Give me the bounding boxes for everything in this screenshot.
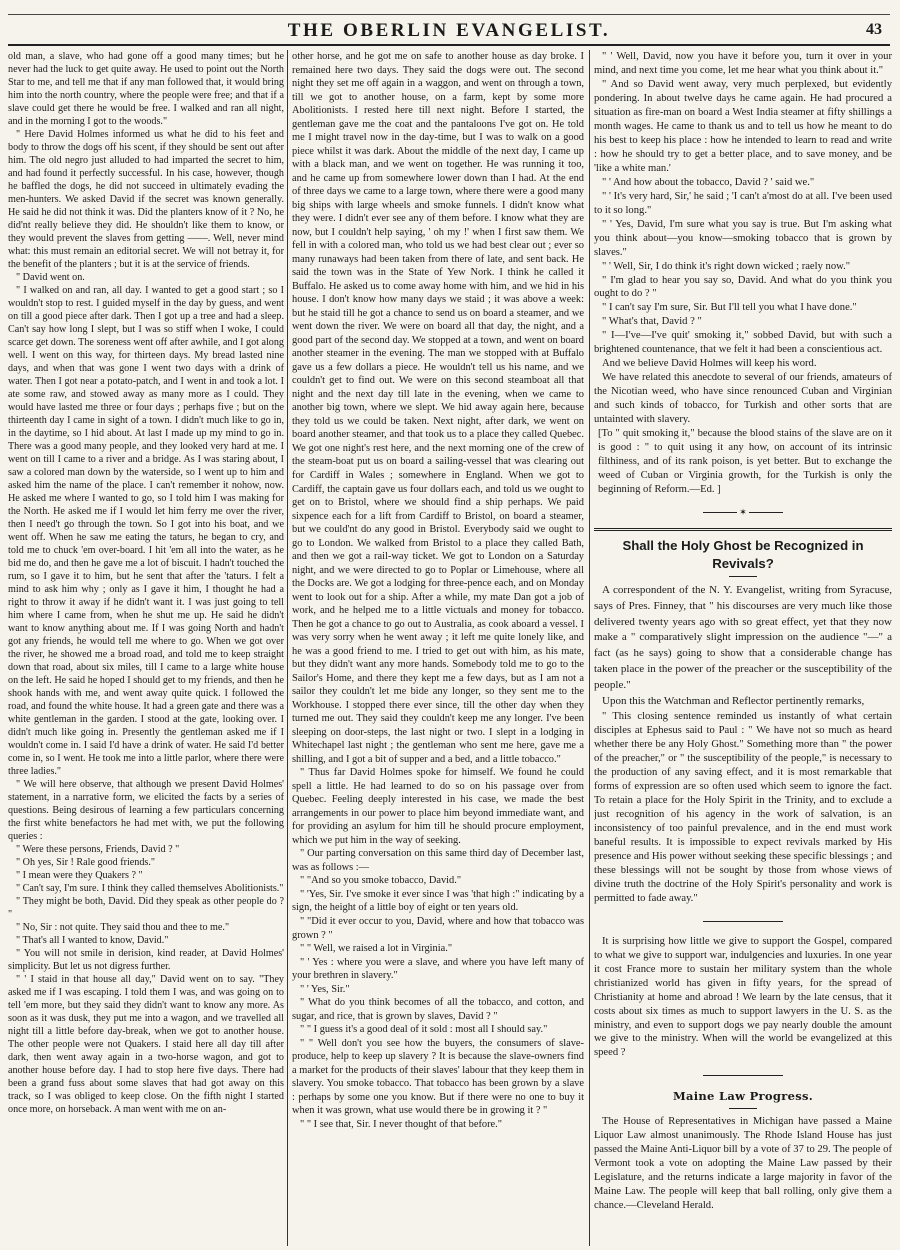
- dialogue-line: " ' Yes, David, I'm sure what you say is true. But I'm asking what you think about—you know—smoking tobacco that is grown by slaves.": [594, 218, 892, 258]
- masthead-title: THE OBERLIN EVANGELIST.: [287, 20, 611, 41]
- article-paragraph: " Thus far David Holmes spoke for himself. We found he could spell a little. He had learned to do so on his passage over from Quebec. Feeling deeply interested in his case, we made the best arrangements in our power to place him beyond immediate want, and for providing an asylum for him till he should procure employment, which we put him in the way of seeking.: [292, 767, 584, 846]
- dialogue-line: " Oh yes, Sir ! Rale good friends.": [16, 857, 156, 868]
- article-paragraph: other horse, and he got me on safe to another house as day broke. I remained here two days. They said the dogs were out. The second night they set me off again in a waggon, and went on through a town, till we got to another house, on a farm, kept by some more Abolitionists. I rested here till next night. Before I started, the gentleman gave me the coat and the pantaloons I've got on. He told me I might travel now in the day-time, but I was to walk on a good piece whilst it was dark. About the middle of the next day, I came up with a black man, and we went on together. He was running it too, and he came up from somewhere lower down than I had. At the end of three days we came to a large town, where there were a good many big ships with large wheels and smoke funnels. I didn't know what they were. I didn't ever see any of them before. I know what they are now, but I couldn't help saying, ' oh my !' when I first saw them. We fell in with a colored man, who told us we had best clear out ; ever so many runaways had been taken from there of late, and sent back. He said the town was in the State of Yew Nork. I think he called it Buffalo. He asked us to come away home with him, and we hid in his house. I don't know how many days we staid ; it was above a week: but he staid till he got a chance to send us on board a steamer, and we went down the river. We were on board all that day, the night, and a good part of the second day. We stopped at a town, and went on board another steamer in the evening. The man we stopped with at Buffalo gave us a few dollars a piece. He wouldn't tell us his name, and we couldn't get to find out. We were on this second steamboat all that night and the next day till late in the evening, when we came to another big town, where we slept. We hid away again here, because they told us we could be taken. Next night, after dark, we went on board another steamer, and that took us to a place they called Quebec. We got one night's rest here, and the next morning one of the crew of the steam-boat put us on board a sailing-vessel that was clearing out for Cardiff in Wales ; somewhere in England. When we got to Cardiff, the captain gave us four dollars each, and told us we ought to get on to Bristol, where we should find a ship perhaps. We paid sixpence each for a lift from Cardiff to Bristol, on board a steamer, but we could'nt do any good in Bristol. Everybody said we ought to go to London. We walked from Bristol to a place they called Bath, and then we got a rail-way ticket. We got to London on a Saturday night, and we were directed to go to Poplar or Limehouse, where all the Docks are. We got a lodging for three-pence each, and on Monday went to look out for a ship. After a while, my mate Dan got a job of work, and he helped me to a little victuals and money for tobacco. Then he got a chance to go out to Australia, as cook aboard a vessel. I was very sorry when he went away ; it left me quite lonely like, and he was a good friend to me. I tried to get out with him, as his mate, but they didn't want any more hands. Somebody told me to go to the Sailor's Home, and there they kept me a few days, but as I am not a sailor they couldn't let me bide any longer, so they sent me to the Workhouse. I stopped there ever since, till the other day when they turned me out. They said they couldn't keep me any longer. I've been sleeping on door-steps, the last night or two. I slept in a lodging in Whitechapel last night ; the gentleman who sent me here, gave me a shilling, and I got a bit of supper and a bed, and a little tobacco.": [292, 51, 584, 765]
- dialogue-line: " ' Well, David, now you have it before you, turn it over in your mind, and next time you come, let me hear what you think about it.": [594, 51, 892, 76]
- page-header: [8, 14, 890, 46]
- dialogue-line: " Can't say, I'm sure. I think they called themselves Abolitionists.": [16, 883, 284, 894]
- dialogue-line: " What do you think becomes of all the tobacco, and cotton, and sugar, and rice, that is grown by slaves, David ? ": [292, 997, 584, 1022]
- dialogue-line: " 'Yes, Sir. I've smoke it ever since I was 'that high :" indicating by a sign, the height of a little boy of eight or ten years old.: [292, 888, 584, 914]
- dialogue-line: " " I see that, Sir. I never thought of that before.": [300, 1118, 503, 1130]
- dialogue-line: " ' It's very hard, Sir,' he said ; 'I can't a'most do at all. I've been used to it so long.": [594, 190, 892, 216]
- dialogue-line: " ' And how about the tobacco, David ? ' said we.": [602, 176, 815, 188]
- page-number: 43: [866, 21, 882, 38]
- dialogue-line: " Were these persons, Friends, David ? ": [16, 844, 180, 855]
- section-separator: [594, 912, 892, 930]
- block-quote: " This closing sentence reminded us instantly of what certain disciples at Ephesus said to Paul : " We have not so much as heard whether there be any Holy Ghost." Something more than " the power of the preacher," or " the susceptibility of the people," is necessary to the production of any saving effect, and it is most remarkable that forms of expression are so often used which seem to ignore the fact. To retain a place for the Holy Spirit in the Trinity, and to exclude a just recognition of his agency in the work of salvation, is an inconsistency of too painful prevalence, and in the end must work baneful results. It is impossible to expect revivals marked by His presence and His power without seeking these specific blessings ; and these blessings will not be sought by those from whose views of divine truth the doctrine of the Holy Spirit's personality and work is permitted to fade away.": [594, 711, 892, 904]
- column-2: [292, 50, 584, 1246]
- column-3: [594, 50, 892, 1246]
- dialogue-line: " I—I've—I've quit' smoking it," sobbed David, but with such a brightened countenance, that we felt it had been a conscientious act.: [594, 330, 892, 356]
- dialogue-line: " " Well, we raised a lot in Virginia.": [300, 943, 453, 955]
- article-paragraph: And we believe David Holmes will keep his word.: [602, 358, 817, 370]
- separator-star-icon: ✶: [739, 506, 747, 517]
- dialogue-line: " "And so you smoke tobacco, David.": [300, 875, 462, 887]
- column-1: [8, 50, 284, 1246]
- dialogue-line: " ' Yes : where you were a slave, and where you have left many of your brethren in slavery.": [292, 956, 584, 982]
- dialogue-line: " That's all I wanted to know, David.": [16, 935, 169, 946]
- section-heading: Maine Law Progress.: [672, 1089, 814, 1104]
- dialogue-line: " I'm glad to hear you say so, David. And what do you think you ought to do ? ": [594, 274, 892, 300]
- heading-underline: [729, 576, 757, 577]
- article-paragraph: " David went on.: [16, 272, 85, 283]
- dialogue-line: " They might be both, David. Did they speak as other people do ? ": [8, 896, 284, 920]
- article-paragraph: " Our parting conversation on this same third day of December last, was as follows :—: [292, 848, 584, 873]
- article-paragraph: The House of Representatives in Michigan have passed a Maine Liquor Law almost unanimously. The Rhode Island House has just passed the Maine Anti-Liquor bill by a vote of 37 to 29. The people of Vermont took a vote on adopting the Maine Law passed by their Legislature, and the returns indicate a large majority in favor of the Maine Law. The people will keep that ball rolling, only give them a chance.—Cleveland Herald.: [594, 1115, 892, 1211]
- article-paragraph: " Here David Holmes informed us what he did to his feet and body to throw the dogs off his scent, if they should be sent out after him. The old negro just alluded to had imparted the secret to him, and had found it perfectly successful. In his case, however, though he baffled the dogs, he did not succeed in ultimately evading the men-hunters. We asked David if the secret was known generally. He said he did not think it was. Did the planters know of it ? No, he did'nt really believe they did. He shouldn't like them to know, or they would prevent the slaves from getting ——. Well, never mind what: this must remain an editorial secret. We will not betray it, for the benefit of the planters ; but it is at the service of friends.: [8, 129, 284, 270]
- column-divider: [589, 50, 590, 1246]
- article-paragraph: " And so David went away, very much perplexed, but evidently pondering. In about twelve days he came again. He had procured a situation as fire-man on board a West India steamer at fifty shillings a month wages. He came to thank us and to tell us how he meant to do his best to keep his place : how he intended to learn to read and write : how he should try to get a better place, and to save money, and be 'like a white man.': [594, 78, 892, 174]
- header-top-rule: [8, 14, 890, 15]
- dialogue-line: " " Well don't you see how the buyers, the consumers of slave-produce, help to keep up slavery ? It is because the slave-owners find a market for the products of their slaves' labour that they keep them in slavery. You smoke tobacco. That tobacco has been grown by a slave : perhaps by some one you know. But if there were no one to buy it when it was grown, what use would there be in growing it ? ": [292, 1037, 584, 1117]
- article-paragraph: " I walked on and ran, all day. I wanted to get a good start ; so I wouldn't stop to rest. I guided myself in the day by guess, and went on till a good piece after dark. Then I got up a tree and had a sleep. Can't say how long I slept, but I was so stiff when I woke, I could scarce get down. The soreness went off after awhile, and I got along well. I went on this way, for thirteen days. My bread lasted nine days, and when that was gone I went two days with a drink of water. Then I got near a potato-patch, and I went in and took a lot. I ate some raw, and stowed away as many more as I could. They would have lasted me three or four days ; perhaps five ; but on the thirteenth day I came in sight of a town. I didn't much like to go in, in the daytime, so I hid about. At last I made up my mind to go in. There was a good many people, and they looked very hard at me. I went on till I came to a river and a bridge. As I was staring about, I saw a colored man down by the waterside, so I went up to him and asked him the name of the place. I can't remember it nohow, now. He asked me where I wanted to go, so I told him I was making for the North. He asked me if I would let him ferry me over the river, then I need't go through the town. So I got into his boat, and we went off. When he saw me eating the taturs, he began to cry, and told me to chuck 'em over-board. I hit 'em all into the water, as he bid me do, and then he gave me a lot of biscuit. I hadn't touched the rum, so I gave it to him, but he sent that after the 'taturs. I felt a mind to ask him why ; only as I gave it him, I thought he had a right to throw it away if he didn't want it. I was just going to tell him where I came from, when he shut me up. He said he didn't want to know anything about me. If I was going North and hadn't got any friends, he would tell me where to go. When we got over the river, he showed me a broad road, and told me to keep straight down that road, about six miles, till I came to a large white house on the left. He said he hoped I should get to my friends, and then he shook hands with me, and went away quite quick. I followed the road, and found the white house. It had a green gate and there was a white gentleman in the garden. I stood at the gate, looking over. I didn't much like going in. Presently the gentleman asked me if I wouldn't come in. I said I'd have a drink of water. He said I'd better come in, so I went. He took me into a little parlor, where there were three ladies.": [8, 285, 284, 777]
- article-paragraph: Upon this the Watchman and Reflector pertinently remarks,: [602, 695, 865, 708]
- article-paragraph: It is surprising how little we give to support the Gospel, compared to what we give to support war, indulgencies and luxuries. In one year it cost France more to sustain her military system than the whole christianized world has given in fifty years, for the spread of Christianity at home and abroad ! We learn by the late census, that it costs about six times as much to support lawyers in the U. S. as the ministry, and even to support dogs we pay nearly double the amount we give to the ministry. When will the world be evangelized at this speed ?: [594, 935, 892, 1059]
- dialogue-line: " ' Yes, Sir.": [300, 983, 350, 995]
- section-heading: Shall the Holy Ghost be Recognized in Revivals?: [622, 538, 864, 571]
- section-separator: [594, 503, 892, 521]
- section-separator: [594, 1066, 892, 1084]
- article-paragraph: " We will here observe, that although we present David Holmes' statement, in a narrative form, we elicited the facts by a series of questions. Being desirous of learning a few particulars concerning the first white benefactors he had met with, we put the following queries :: [8, 779, 284, 842]
- dialogue-line: " " I guess it's a good deal of it sold : most all I should say.": [300, 1024, 548, 1036]
- article-paragraph: " ' I staid in that house all day," David went on to say. "They asked me if I was escaping. I told them I was, and was going on to tell 'em more, but they said they didn't want to know any more. As soon as it was dusk, they put me into a wagon, and we travelled all night till a little before day-break, when we got to another house. The other people were not Quakers. I staid here all day till after dark, then went away again in a two-horse wagon, and got to another house before day. I had to stop here five days. There had been a grand fuss about some slaves that had got away on this track, so I was obliged to keep close. On the fifth night I started once more, on horseback. A man went with me on an-: [8, 974, 284, 1115]
- dialogue-line: " ' Well, Sir, I do think it's right down wicked ; raely now.": [602, 260, 851, 272]
- editor-note: [To " quit smoking it," because the blood stains of the slave are on it is good : " to quit using it any how, on account of its intrinsic filthiness, and of its rank poison, is yet better. But to exchange the weed of Cuban or Virginia growth, for the Turkish is only the beginning of Reform.—Ed. ]: [598, 428, 892, 496]
- heading-underline: [729, 1108, 757, 1109]
- article-paragraph: A correspondent of the N. Y. Evangelist, writing from Syracuse, says of Pres. Finney, that " his discourses are very much like those delivered twenty years ago with so great effect, yet that they now make a " comparatively slight impression on the audience "—" a fact (as he says) going to show that a considerable change has taken place in the power of the preacher or the susceptibility of the people.": [594, 583, 892, 692]
- article-paragraph: " You will not smile in derision, kind reader, at David Holmes' simplicity. But let us not digress further.: [8, 948, 284, 972]
- dialogue-line: " I mean were they Quakers ? ": [16, 870, 143, 881]
- dialogue-line: " No, Sir : not quite. They said thou and thee to me.": [16, 922, 230, 933]
- article-paragraph: We have related this anecdote to several of our friends, amateurs of the Nicotian weed, who have since renounced Cuban and Virginian and such kinds of tobacco, for Turkish and other sorts that are untainted with slavery.: [594, 372, 892, 426]
- dialogue-line: " I can't say I'm sure, Sir. But I'll tell you what I have done.": [602, 302, 857, 314]
- dialogue-line: " What's that, David ? ": [602, 316, 702, 328]
- article-paragraph: old man, a slave, who had gone off a good many times; but he never had the luck to get quite away. He used to point out the North Star to me, and tell me that if any man followed that, it would bring him into the north country, where the people were free; and that if a slave could get there he would be free. I walked and ran all night, and in the morning I got to the woods.": [8, 51, 284, 127]
- column-divider: [287, 50, 288, 1246]
- dialogue-line: " "Did it ever occur to you, David, where and how that tobacco was grown ? ": [292, 916, 584, 941]
- section-double-rule: [594, 528, 892, 531]
